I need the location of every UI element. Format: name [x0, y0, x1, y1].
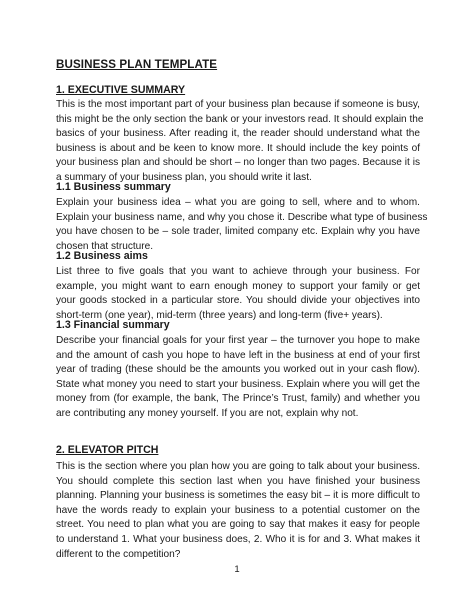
paragraph-line: List three to five goals that you want to achieve through your business. For [56, 266, 420, 277]
subsection-heading-business-aims: 1.2 Business aims [56, 250, 148, 262]
paragraph-line: planning. Planning your business is sometimes the easy bit – it is more difficult to [56, 490, 420, 502]
paragraph-line: basics of your business. After reading it, the reader should understand what the [56, 128, 420, 140]
subsection-heading-business-summary: 1.1 Business summary [56, 181, 171, 193]
paragraph-line: State what money you need to start your business. Explain where you will get the [56, 378, 420, 390]
section-heading-executive-summary: 1. EXECUTIVE SUMMARY [56, 84, 186, 96]
paragraph-line: money from (for example, the bank, The Prince’s Trust, family) and whether you [56, 393, 420, 405]
paragraph-line: are contributing any money yourself. If you are not, explain why not. [56, 407, 359, 419]
paragraph-line: and the amount of cash you hope to have left in the business at end of your first [56, 349, 420, 361]
paragraph-line: a summary of your business plan, you should write it last. [56, 171, 312, 183]
paragraph-line: This is the most important part of your business plan because if someone is busy, [56, 99, 420, 110]
paragraph-line: This is the section where you plan how you are going to talk about your business. [56, 461, 420, 472]
paragraph-line: year of trading (these should be the amounts you worked out in your cash flow). [56, 364, 420, 376]
elevator-pitch-paragraph [56, 460, 420, 562]
paragraph-line: You should complete this section last when you have finished your business [56, 475, 420, 487]
paragraph-line: your business plan and should be short – no longer than two pages. Because it is [56, 157, 420, 169]
business-summary-paragraph [56, 196, 428, 254]
page-number: 1 [234, 564, 240, 575]
paragraph-line: Explain your business idea – what you are going to sell, where and to whom. [56, 197, 420, 208]
paragraph-line: Explain your business name, and why you chose it. Describe what type of business [56, 211, 428, 223]
document-title: BUSINESS PLAN TEMPLATE [56, 58, 218, 71]
subsection-heading-financial-summary: 1.3 Financial summary [56, 319, 170, 331]
paragraph-line: business is about and be keen to know more. It should include the key points of [56, 142, 420, 154]
paragraph-line: this might be the only section the bank or your investors read. It should explain the [56, 113, 424, 125]
financial-summary-paragraph [56, 334, 420, 422]
paragraph-line: example, you might want to earn enough money to support your family or get [56, 280, 420, 292]
paragraph-line: short-term (one year), mid-term (three years) and long-term (five+ years). [56, 309, 383, 321]
section-heading-elevator-pitch: 2. ELEVATOR PITCH [56, 444, 159, 456]
paragraph-line: to understand 1. What your business does, 2. Who it is for and 3. What makes it [56, 533, 420, 545]
paragraph-line: your goods stocked in a particular store. You should divide your objectives into [56, 295, 420, 307]
paragraph-line: different to the competition? [56, 548, 181, 560]
executive-summary-paragraph [56, 98, 424, 186]
paragraph-line: chosen that structure. [56, 240, 154, 252]
paragraph-line: street. You need to plan what you are going to say that makes it easy for people [56, 519, 420, 531]
business-aims-paragraph [56, 265, 420, 323]
paragraph-line: have the words ready to explain your business to a potential customer on the [56, 504, 420, 516]
paragraph-line: you have chosen to be – sole trader, limited company etc. Explain why you have [56, 226, 420, 238]
paragraph-line: Describe your financial goals for your first year – the turnover you hope to make [56, 335, 420, 346]
